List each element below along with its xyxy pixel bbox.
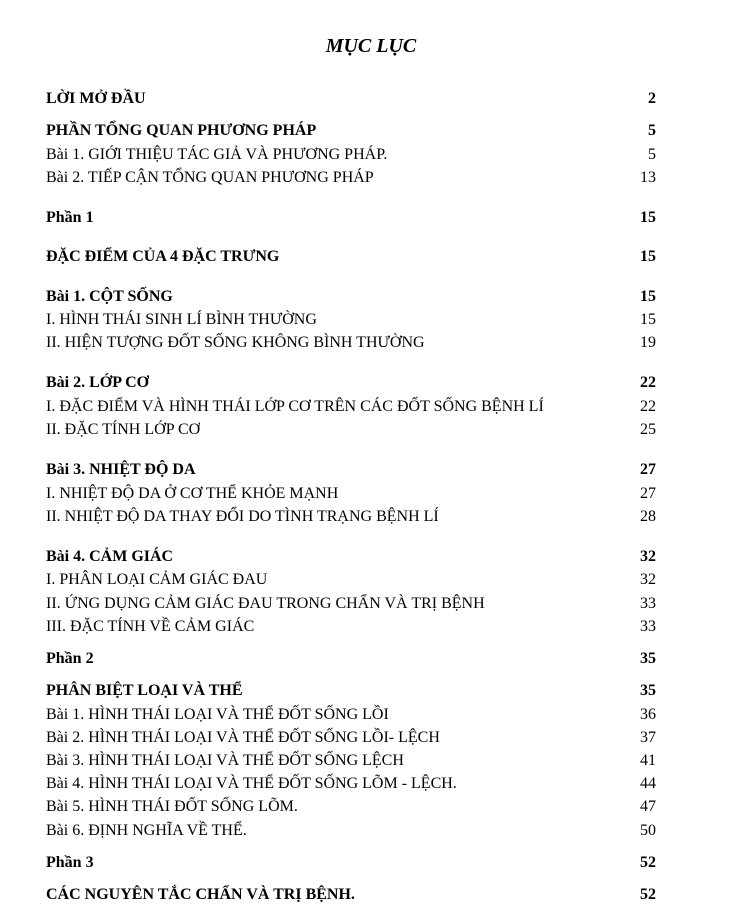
toc-entry — [46, 727, 656, 749]
toc-entry-label: Bài 5. HÌNH THÁI ĐỐT SỐNG LÕM. — [46, 798, 298, 815]
toc-entry-page-number: 44 — [640, 775, 656, 792]
toc-entry — [46, 680, 656, 702]
toc-entry-label: CÁC NGUYÊN TẮC CHẨN VÀ TRỊ BỆNH. — [46, 886, 355, 903]
toc-entry — [46, 796, 656, 818]
toc-entry — [46, 616, 656, 638]
toc-entry — [46, 120, 656, 142]
toc-entry-page-number: 22 — [640, 374, 656, 391]
toc-entry-label: Bài 2. LỚP CƠ — [46, 374, 150, 391]
toc-entry-label: Bài 1. GIỚI THIỆU TÁC GIẢ VÀ PHƯƠNG PHÁP. — [46, 146, 388, 163]
toc-entry — [46, 483, 656, 505]
toc-entry-page-number: 32 — [640, 548, 656, 565]
toc-entry-page-number: 36 — [640, 706, 656, 723]
toc-entry-page-number: 35 — [640, 682, 656, 699]
toc-entry-page-number: 15 — [640, 311, 656, 328]
toc-entry — [46, 750, 656, 772]
toc-entry — [46, 852, 656, 874]
toc-entry — [46, 569, 656, 591]
toc-entry-label: Bài 6. ĐỊNH NGHĨA VỀ THỂ. — [46, 822, 247, 839]
toc-entry — [46, 459, 656, 481]
toc-entry-page-number: 33 — [640, 595, 656, 612]
toc-entry-page-number: 19 — [640, 334, 656, 351]
toc-entry-label: I. ĐẶC ĐIỂM VÀ HÌNH THÁI LỚP CƠ TRÊN CÁC ĐỐT SỐNG BỆNH LÍ — [46, 398, 544, 415]
toc-entry-page-number: 5 — [648, 122, 656, 139]
toc-entry — [46, 648, 656, 670]
toc-entry-label: Bài 1. CỘT SỐNG — [46, 288, 173, 305]
toc-entry-label: II. ĐẶC TÍNH LỚP CƠ — [46, 421, 201, 438]
toc-entry — [46, 246, 656, 268]
toc-entry-label: LỜI MỞ ĐẦU — [46, 90, 146, 107]
toc-entry — [46, 506, 656, 528]
toc-entry — [46, 884, 656, 906]
toc-entry-page-number: 37 — [640, 729, 656, 746]
toc-entry — [46, 332, 656, 354]
toc-entry-page-number: 50 — [640, 822, 656, 839]
toc-entry-label: Bài 1. HÌNH THÁI LOẠI VÀ THỂ ĐỐT SỐNG LỒI — [46, 706, 389, 723]
toc-entry-page-number: 47 — [640, 798, 656, 815]
toc-entry-page-number: 41 — [640, 752, 656, 769]
toc-entry-label: I. PHÂN LOẠI CẢM GIÁC ĐAU — [46, 571, 268, 588]
toc-entry-page-number: 13 — [640, 169, 656, 186]
toc-entry-label: Bài 2. HÌNH THÁI LOẠI VÀ THỂ ĐỐT SỐNG LỒI- LỆCH — [46, 729, 440, 746]
toc-entry-page-number: 27 — [640, 485, 656, 502]
toc-entry — [46, 396, 656, 418]
toc-entry-label: Bài 2. TIẾP CẬN TỔNG QUAN PHƯƠNG PHÁP — [46, 169, 374, 186]
toc-entry-page-number: 25 — [640, 421, 656, 438]
toc-entry-label: III. ĐẶC TÍNH VỀ CẢM GIÁC — [46, 618, 255, 635]
toc-entry-page-number: 2 — [648, 90, 656, 107]
toc-entry — [46, 773, 656, 795]
toc-entry-page-number: 35 — [640, 650, 656, 667]
toc-entry — [46, 309, 656, 331]
toc-entry-label: Phần 2 — [46, 650, 94, 667]
page-title: MỤC LỤC — [325, 35, 417, 57]
toc-entry-label: Phần 3 — [46, 854, 94, 871]
toc-entry-page-number: 52 — [640, 854, 656, 871]
toc-entry-label: ĐẶC ĐIỂM CỦA 4 ĐẶC TRƯNG — [46, 248, 280, 265]
toc-entry-page-number: 52 — [640, 886, 656, 903]
toc-entry-page-number: 32 — [640, 571, 656, 588]
toc-entry-label: Bài 4. HÌNH THÁI LOẠI VÀ THỂ ĐỐT SỐNG LÕM - LỆCH. — [46, 775, 457, 792]
toc-entry-label: I. NHIỆT ĐỘ DA Ở CƠ THỂ KHỎE MẠNH — [46, 485, 339, 502]
toc-entry-page-number: 22 — [640, 398, 656, 415]
toc-entry-label: II. NHIỆT ĐỘ DA THAY ĐỔI DO TÌNH TRẠNG BỆNH LÍ — [46, 508, 439, 525]
toc-entry — [46, 372, 656, 394]
toc-entry-page-number: 15 — [640, 248, 656, 265]
toc-entry-label: I. HÌNH THÁI SINH LÍ BÌNH THƯỜNG — [46, 311, 317, 328]
toc-entry — [46, 144, 656, 166]
toc-entry — [46, 88, 656, 110]
toc-entry-page-number: 27 — [640, 461, 656, 478]
toc-entry-page-number: 15 — [640, 288, 656, 305]
toc-entry — [46, 419, 656, 441]
toc-entry-label: PHẦN TỔNG QUAN PHƯƠNG PHÁP — [46, 122, 317, 139]
toc-entry-label: Phần 1 — [46, 209, 94, 226]
toc-entry-page-number: 5 — [648, 146, 656, 163]
toc-entry — [46, 167, 656, 189]
toc-entry-page-number: 28 — [640, 508, 656, 525]
toc-entry-label: PHÂN BIỆT LOẠI VÀ THỂ — [46, 682, 243, 699]
toc-entry-label: Bài 3. HÌNH THÁI LOẠI VÀ THỂ ĐỐT SỐNG LỆCH — [46, 752, 404, 769]
toc-entry — [46, 820, 656, 842]
toc-entry — [46, 207, 656, 229]
toc-entry-label: II. ỨNG DỤNG CẢM GIÁC ĐAU TRONG CHẨN VÀ TRỊ BỆNH — [46, 595, 485, 612]
toc-entry-label: II. HIỆN TƯỢNG ĐỐT SỐNG KHÔNG BÌNH THƯỜNG — [46, 334, 425, 351]
toc-entry-label: Bài 3. NHIỆT ĐỘ DA — [46, 461, 196, 478]
toc-entry — [46, 593, 656, 615]
toc-entry — [46, 704, 656, 726]
toc-entry-label: Bài 4. CẢM GIÁC — [46, 548, 174, 565]
toc-entry — [46, 286, 656, 308]
toc-entry — [46, 546, 656, 568]
toc-entry-page-number: 33 — [640, 618, 656, 635]
toc-entry-page-number: 15 — [640, 209, 656, 226]
